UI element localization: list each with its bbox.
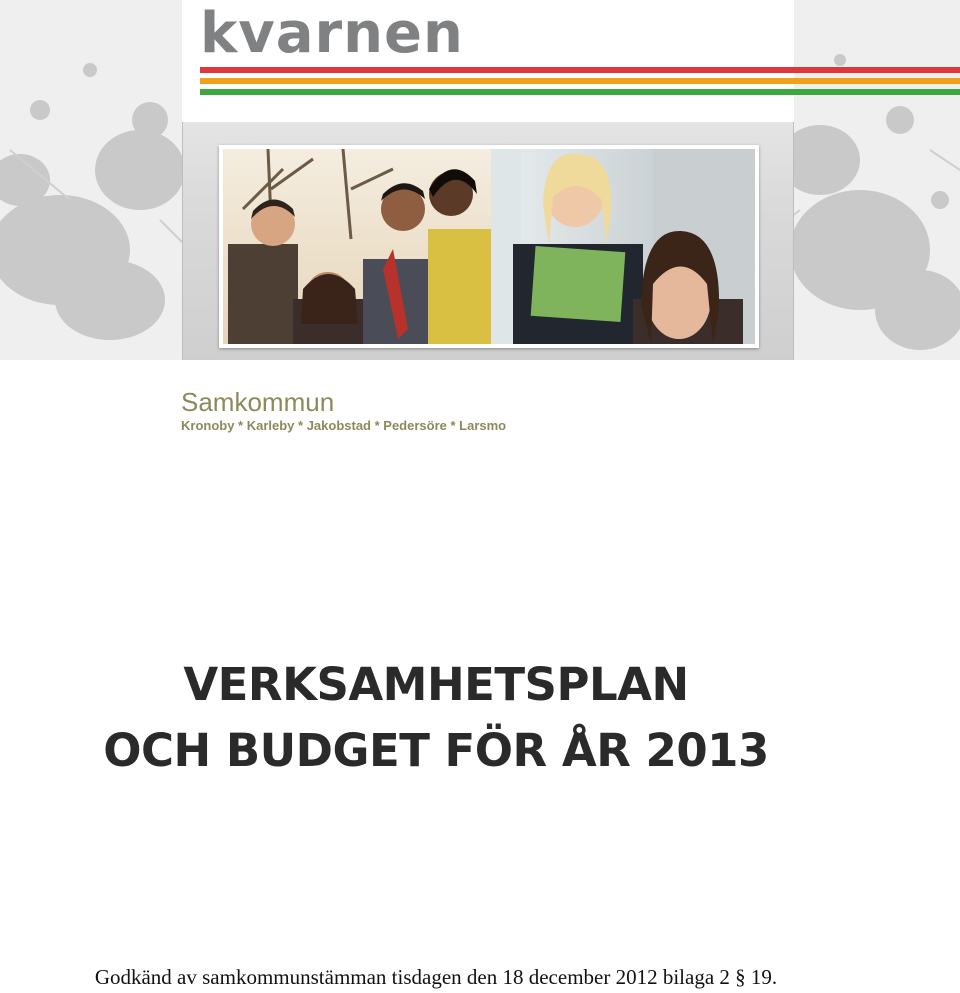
logo-stripe-orange (200, 78, 960, 84)
students-photo-icon (223, 149, 755, 344)
organization-name: Samkommun (181, 387, 335, 417)
document-title-line2: OCH BUDGET FÖR ÅR 2013 (103, 724, 769, 777)
logo-stripe-red (200, 67, 960, 73)
kvarnen-logo: kvarnen (200, 1, 464, 66)
document-title-line1: VERKSAMHETSPLAN (183, 658, 689, 711)
document-title (0, 652, 872, 784)
member-municipalities: Kronoby * Karleby * Jakobstad * Pedersöre * Larsmo (181, 418, 507, 433)
logo-stripe-green (200, 89, 960, 95)
approval-note: Godkänd av samkommunstämman tisdagen den 18 december 2012 bilaga 2 § 19. (94, 965, 778, 989)
